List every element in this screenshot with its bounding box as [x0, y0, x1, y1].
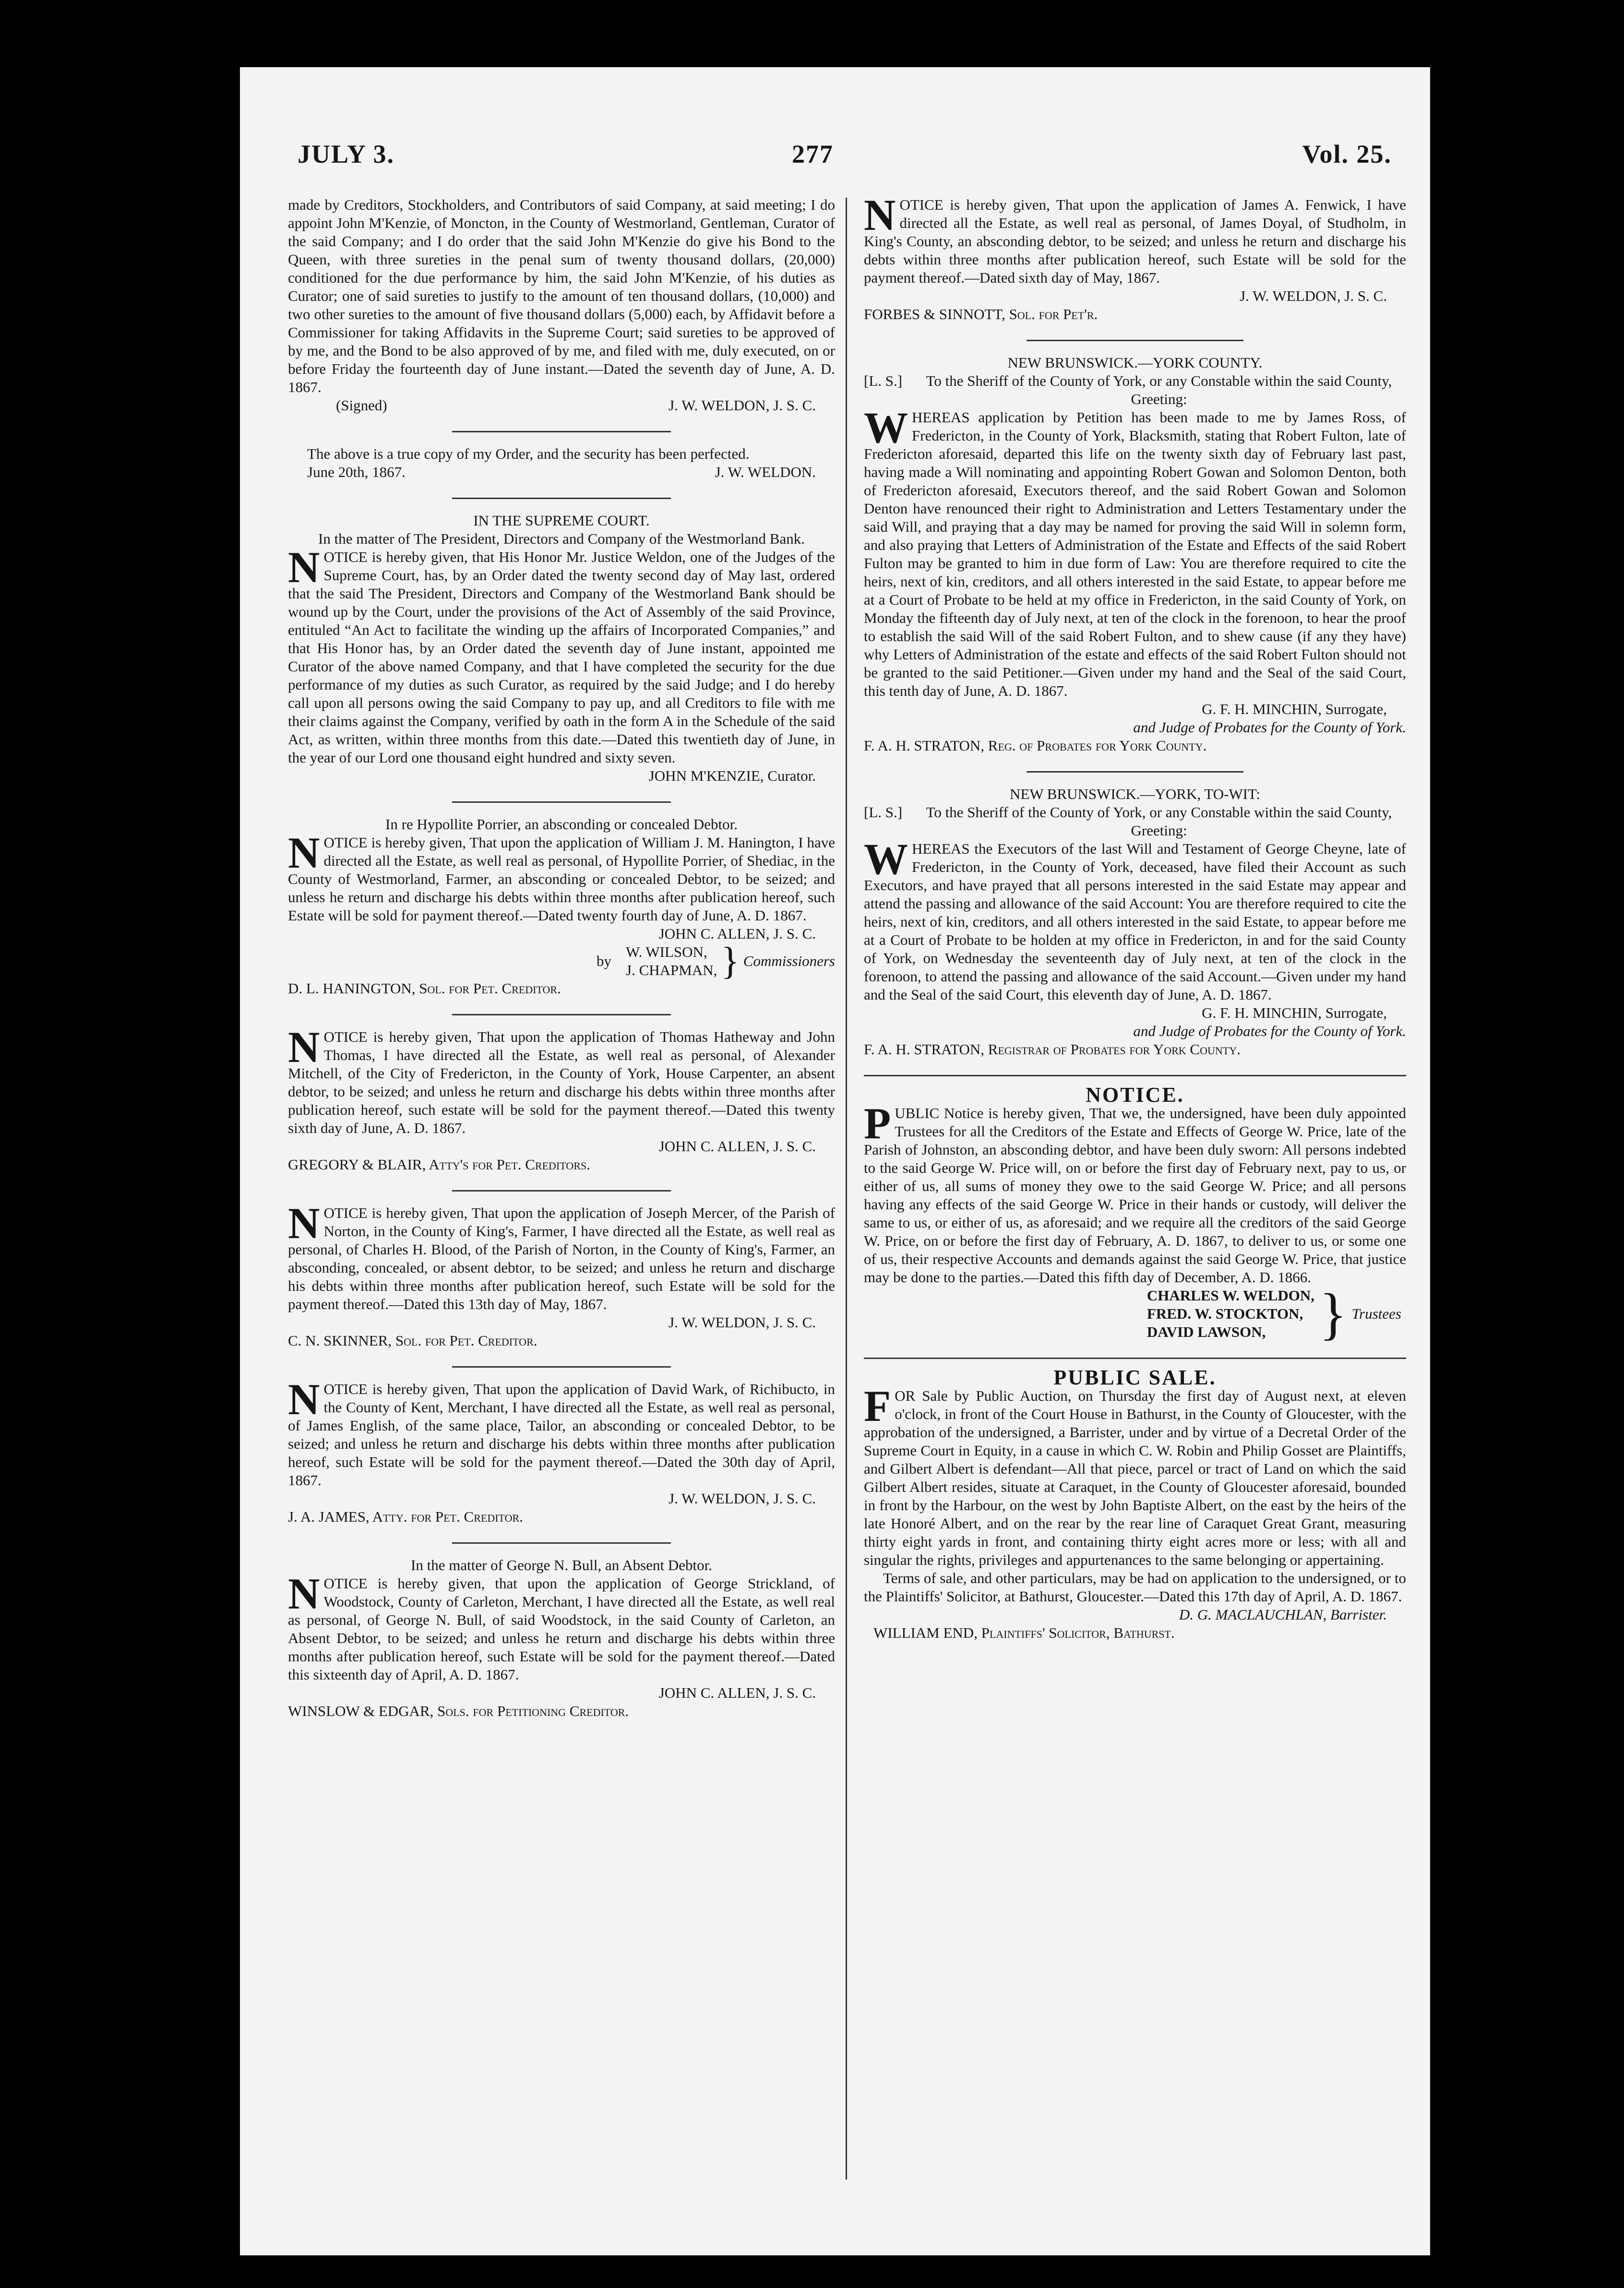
- column-divider: [846, 198, 847, 2180]
- divider: [864, 1075, 1406, 1076]
- drop-cap: N: [288, 1375, 320, 1424]
- signature: J. W. WELDON, J. S. C.: [1240, 287, 1387, 304]
- newspaper-page: [240, 67, 1430, 2255]
- address-line: To the Sheriff of the County of York, or any Constable within the said County, Greeting:: [926, 372, 1392, 407]
- notice-english: [288, 1375, 835, 1526]
- seal-mark: [L. S.]: [864, 372, 903, 389]
- section-title: NOTICE.: [1086, 1083, 1184, 1107]
- signature: J. W. WELDON.: [715, 464, 816, 480]
- divider: [1027, 340, 1243, 341]
- notice-curator-order: [288, 196, 835, 415]
- notice-text: OR Sale by Public Auction, on Thursday the first day of August next, at eleven o'clock, in front of the Court House in Bathurst, in the County of Gloucester, with the approbation of the undersigned, a Barrister, under and by virtue of a Decretal Order of the Supreme Court in Equity, in a cause in which C. W. Robin and Philip Gosset are Plaintiffs, and Gilbert Albert is defendant—All that piece, parcel or tract of Land on which the said Gilbert Albert resides, situate at Caraquet, in the County of Gloucester aforesaid, bounded in front by the Harbour, on the west by John Baptiste Albert, on the east by the heirs of the late Honoré Albert, and on the rear by the rear line of Caraquet Great Grant, measuring thirty eight yards in front, and containing thirty eight acres more or less; with all and singular the rights, privileges and appurtenances to the same belonging or appertaining.: [864, 1387, 1406, 1568]
- divider: [452, 1542, 671, 1544]
- notice-bull: [288, 1556, 835, 1720]
- divider: [452, 801, 671, 803]
- brace: }: [1319, 1282, 1347, 1346]
- divider: [452, 1014, 671, 1015]
- notice-text: OTICE is hereby given, That upon the application of Thomas Hatheway and John Thomas, I have directed all the Estate, as well real as personal, of Alexander Mitchell, of the City of Fredericton, in the County of York, House Carpenter, an absent debtor, to be seized; and unless he return and discharge his debts within three months after publication hereof, such estate will be sold for the payment thereof.—Dated this twenty sixth day of June, A. D. 1867.: [288, 1028, 835, 1136]
- address-line: To the Sheriff of the County of York, or any Constable within the said County, Greeting:: [926, 804, 1392, 839]
- section-title: NEW BRUNSWICK.—YORK COUNTY.: [1007, 354, 1263, 371]
- matter-line: In the matter of The President, Directors and Company of the Westmorland Bank.: [318, 530, 805, 547]
- signature: G. F. H. MINCHIN, Surrogate,: [1202, 1004, 1387, 1021]
- notice-text: OTICE is hereby given, that upon the application of George Strickland, of Woodstock, County of Carleton, Merchant, I have directed all the Estate, as well real as personal, of George N. Bull, of said Woodstock, in the said County of Carleton, an Absent Debtor, to be seized; and unless he return and discharge his debts within three months after publication hereof, such Estate will be sold for the payment thereof.—Dated this sixteenth day of April, A. D. 1867.: [288, 1575, 835, 1683]
- registrar: F. A. H. STRATON, Reg. of Probates for York County.: [864, 737, 1207, 754]
- header-page-number: 277: [792, 140, 834, 168]
- section-title: IN THE SUPREME COURT.: [473, 512, 650, 529]
- solicitor: FORBES & SINNOTT, Sol. for Pet'r.: [864, 306, 1098, 322]
- divider: [452, 1190, 671, 1192]
- signature-title: and Judge of Probates for the County of York.: [1133, 1023, 1406, 1039]
- by-label: by: [597, 953, 612, 969]
- divider: [452, 498, 671, 499]
- seal-mark: [L. S.]: [864, 804, 903, 821]
- drop-cap: N: [288, 1569, 320, 1618]
- divider: [452, 1366, 671, 1368]
- divider: [864, 1358, 1406, 1359]
- solicitor: C. N. SKINNER, Sol. for Pet. Creditor.: [288, 1332, 537, 1349]
- drop-cap: N: [288, 1023, 320, 1072]
- commissioners-label: Commissioners: [743, 953, 835, 969]
- notice-text: OTICE is hereby given, That upon the application of James A. Fenwick, I have directed all the Estate, as well real as personal, of James Doyal, of Studholm, in King's County, an absconding debtor, to be seized; and unless he return and discharge his debts within three months after publication hereof, such Estate will be sold for the payment thereof.—Dated sixth day of May, 1867.: [864, 196, 1406, 286]
- notice-text: made by Creditors, Stockholders, and Contributors of said Company, at said meeting; I do appoint John M'Kenzie, of Moncton, in the County of Westmorland, Gentleman, Curator of the said Company; and I do order that the said John M'Kenzie do give his Bond to the Queen, with three sureties in the penal sum of twenty thousand dollars, (20,000) conditioned for the due performance by him, the said John M'Kenzie, of his duties as Curator; one of said sureties to justify to the amount of ten thousand dollars, (10,000) and two other sureties to the amount of five thousand dollars (5,000) each, by Affidavit before a Commissioner for taking Affidavits in the Supreme Court; said sureties to be approved of by me, and the Bond to be also approved of by me, and filed with me, duly executed, on or before Friday the fourteenth day of June instant.—Dated the seventh day of June, A. D. 1867.: [288, 196, 835, 395]
- drop-cap: F: [864, 1382, 891, 1430]
- notice-price-trustees: [864, 1083, 1406, 1346]
- trustee-2: FRED. W. STOCKTON,: [1146, 1305, 1303, 1322]
- notice-text: HEREAS the Executors of the last Will and Testament of George Cheyne, late of Fredericton, in the County of York, deceased, have filed their Account as such Executors, and have prayed that all persons interested in the said Estate may appear and attend the passing and allowance of the said Account: You are therefore required to cite the heirs, next of kin, creditors, and all others interested in the said Estate, to appear before me at a Court of Probate to be holden at my office in Fredericton, in and for the said County of York, on Wednesday the seventeenth day of July next, at ten of the clock in the forenoon, to attend the passing and allowance of the said Account.—Given under my hand and the Seal of the said Court, this eleventh day of June, A. D. 1867.: [864, 840, 1406, 1003]
- signature: J. W. WELDON, J. S. C.: [669, 397, 816, 414]
- signature-title: and Judge of Probates for the County of York.: [1133, 719, 1406, 736]
- right-column: [864, 191, 1406, 1658]
- signature: JOHN C. ALLEN, J. S. C.: [658, 925, 816, 942]
- trustee-1: CHARLES W. WELDON,: [1146, 1287, 1315, 1304]
- notice-supreme-court: [288, 512, 835, 785]
- notice-text: OTICE is hereby given, That upon the application of Joseph Mercer, of the Parish of Norton, in the County of King's, Farmer, I have directed all the Estate, as well real as personal, of Charles H. Blood, of the Parish of Norton, in the County of King's, Farmer, an absconding, concealed, or absent debtor, to be seized; and unless he return and discharge his debts within three months after publication hereof, such Estate will be sold for the payment thereof.—Dated this 13th day of May, 1867.: [288, 1204, 835, 1312]
- signature: JOHN C. ALLEN, J. S. C.: [658, 1138, 816, 1155]
- notice-text: OTICE is hereby given, that His Honor Mr. Justice Weldon, one of the Judges of the Supreme Court, has, by an Order dated the twenty second day of May last, ordered that the said The President, Directors and Company of the Westmorland Bank should be wound up by the Court, under the provisions of the Act of Assembly of the said Province, entituled “An Act to facilitate the winding up the affairs of Incorporated Companies,” and that His Honor has, by an Order dated the seventh day of June instant, appointed me Curator of the above named Company, and that I have completed the security for the due performance of my duties as such Curator, as required by the said Judge; and I do hereby call upon all persons owing the said Company to pay up, and all Creditors to file with me their claims against the Company, verified by oath in the form A in the Schedule of the said Act, as written, within three months from this date.—Dated this twentieth day of June, in the year of our Lord one thousand eight hundred and sixty seven.: [288, 548, 835, 766]
- notice-text: OTICE is hereby given, That upon the application of David Wark, of Richibucto, in the County of Kent, Merchant, I have directed all the Estate, as well real as personal, of James English, of the same place, Tailor, an absconding or concealed Debtor, to be seized; and unless he return and discharge his debts within three months after publication hereof, such Estate will be sold for the payment thereof.—Dated the 30th day of April, 1867.: [288, 1381, 835, 1489]
- notice-text: OTICE is hereby given, That upon the application of William J. M. Hanington, I have directed all the Estate, as well real as personal, of Hypollite Porrier, of Shediac, in the County of Westmorland, Farmer, an absconding or concealed Debtor, to be seized; and unless he return and discharge his debts within three months after publication hereof, such Estate will be sold for payment thereof.—Dated twenty fourth day of June, A. D. 1867.: [288, 834, 835, 924]
- notice-text: HEREAS application by Petition has been made to me by James Ross, of Fredericton, in the County of York, Blacksmith, stating that Robert Fulton, late of Fredericton aforesaid, departed this life on the twenty sixth day of February last past, having made a Will nominating and appointing Robert Gowan and Solomon Denton, both of Fredericton aforesaid, Executors thereof, and the said Robert Gowan and Solomon Denton have renounced their right to Administration and Letters Testamentary under the said Will, and praying that a day may be named for proving the said Will in solemn form, and also praying that Letters of Administration of the Estate and Effects of the said Robert Fulton may be granted to him in due form of Law: You are therefore required to cite the heirs, next of kin, creditors, and all others interested in the said Estate, to appear before me at a Court of Probate to be held at my office in Fredericton, in the said County of York, on Monday the fifteenth day of July next, at ten of the clock in the forenoon, to hear the proof to establish the said Will of the said Robert Fulton, and to shew cause (if any they have) why Letters of Administration of the estate and effects of the said Robert Fulton should not be granted to the said Petitioner.—Given under my hand and the Seal of the said Court, this tenth day of June, A. D. 1867.: [864, 409, 1406, 699]
- drop-cap: N: [864, 191, 896, 239]
- notice-text: The above is a true copy of my Order, and the security has been perfected.: [307, 445, 750, 462]
- drop-cap: W: [864, 834, 908, 883]
- notice-doyal: [864, 191, 1406, 323]
- left-column: [288, 196, 835, 1737]
- trustees-block: [864, 1282, 1401, 1346]
- signature: G. F. H. MINCHIN, Surrogate,: [1202, 701, 1387, 717]
- brace: }: [721, 940, 740, 982]
- solicitor: D. L. HANINGTON, Sol. for Pet. Creditor.: [288, 980, 561, 997]
- signed-label: (Signed): [336, 397, 387, 414]
- signature: J. W. WELDON, J. S. C.: [669, 1490, 816, 1507]
- notice-date: June 20th, 1867.: [307, 464, 406, 480]
- header-volume: Vol. 25.: [1302, 140, 1392, 168]
- trustee-3: DAVID LAWSON,: [1146, 1323, 1266, 1340]
- notice-true-copy: [288, 445, 835, 481]
- notice-fulton-probate: [864, 354, 1406, 755]
- trustees-label: Trustees: [1351, 1305, 1401, 1322]
- drop-cap: W: [864, 403, 908, 452]
- drop-cap: P: [864, 1099, 891, 1148]
- divider: [1027, 771, 1243, 773]
- commissioner-1: W. WILSON,: [626, 943, 707, 960]
- notice-cheyne-probate: [864, 785, 1406, 1059]
- notice-blood: [288, 1199, 835, 1350]
- notice-text: UBLIC Notice is hereby given, That we, the undersigned, have been duly appointed Trustees for all the Creditors of the Estate and Effects of George W. Price, late of the Parish of Johnston, an absconding debtor, and have been duly sworn: All persons indebted to the said George W. Price will, on or before the first day of February next, pay to us, or either of us, all sums of money they owe to the said George W. Price; and all persons having any effects of the said George W. Price in their hands or custody, will deliver the same to us, or either of us, as aforesaid; and we require all the creditors of the said George W. Price, on or before the first day of February, A. D. 1867, to deliver to us, or some one of us, their respective Accounts and demands against the said George W. Price, that justice may be done to the parties.—Dated this fifth day of December, A. D. 1866.: [864, 1105, 1406, 1286]
- section-title: In re Hypollite Porrier, an absconding or concealed Debtor.: [385, 816, 738, 833]
- section-title: NEW BRUNSWICK.—YORK, TO-WIT:: [1010, 786, 1260, 802]
- notice-public-sale: [864, 1366, 1406, 1642]
- registrar: F. A. H. STRATON, Registrar of Probates for York County.: [864, 1041, 1241, 1058]
- drop-cap: N: [288, 828, 320, 877]
- signature: D. G. MACLAUCHLAN, Barrister.: [1179, 1606, 1387, 1623]
- solicitor: J. A. JAMES, Atty. for Pet. Creditor.: [288, 1508, 523, 1525]
- signature: JOHN C. ALLEN, J. S. C.: [658, 1684, 816, 1701]
- solicitor: WINSLOW & EDGAR, Sols. for Petitioning Creditor.: [288, 1703, 629, 1719]
- terms-text: Terms of sale, and other particulars, may be had on application to the undersigned, or to the Plaintiffs' Solicitor, at Bathurst, Gloucester.—Dated this 17th day of April, A. D. 1867.: [864, 1570, 1406, 1605]
- notice-porrier: [288, 815, 835, 998]
- signature: J. W. WELDON, J. S. C.: [669, 1314, 816, 1331]
- notice-mitchell: [288, 1023, 835, 1174]
- solicitor: GREGORY & BLAIR, Atty's for Pet. Creditors.: [288, 1156, 590, 1173]
- section-title: PUBLIC SALE.: [1053, 1366, 1217, 1389]
- commissioner-2: J. CHAPMAN,: [626, 962, 717, 978]
- section-title: In the matter of George N. Bull, an Absent Debtor.: [411, 1557, 712, 1573]
- drop-cap: N: [288, 1199, 320, 1248]
- divider: [452, 431, 671, 432]
- solicitor: WILLIAM END, Plaintiffs' Solicitor, Bathurst.: [873, 1624, 1175, 1641]
- drop-cap: N: [288, 543, 320, 592]
- signature: JOHN M'KENZIE, Curator.: [648, 767, 816, 784]
- header-date: JULY 3.: [298, 140, 395, 168]
- commissioners: [288, 940, 835, 982]
